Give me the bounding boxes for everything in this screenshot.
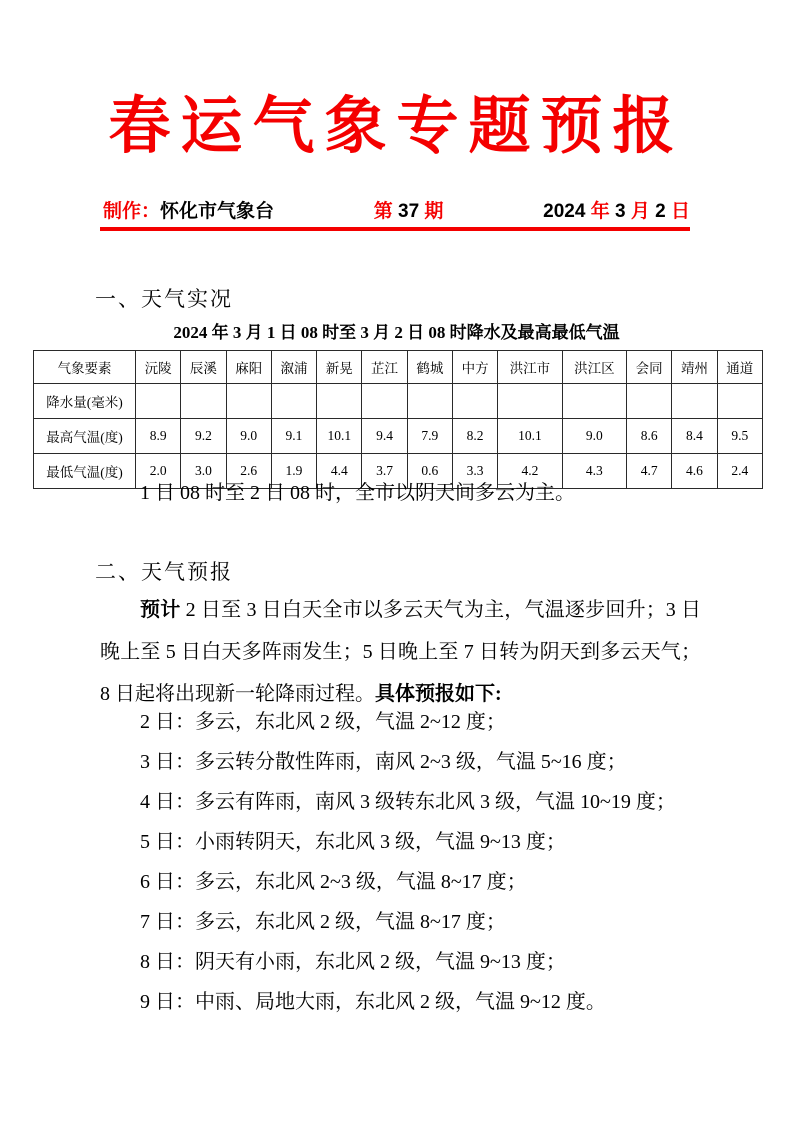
table-header-cell: 沅陵 xyxy=(136,351,181,384)
table-cell xyxy=(562,384,626,419)
table-cell: 4.6 xyxy=(672,454,717,489)
table-row-label: 降水量(毫米) xyxy=(34,384,136,419)
text-segment: 2 xyxy=(649,201,671,222)
text-segment: 预计 xyxy=(140,599,181,621)
header-divider-rule xyxy=(100,227,690,231)
text-segment: 制作： xyxy=(103,201,161,222)
table-cell xyxy=(627,384,672,419)
table-cell: 9.2 xyxy=(181,419,226,454)
table-cell xyxy=(498,384,562,419)
daily-forecast-line: 9 日：中雨、局地大雨，东北风 2 级，气温 9~12 度。 xyxy=(140,991,606,1013)
table-cell: 9.1 xyxy=(271,419,316,454)
weather-table-caption: 2024 年 3 月 1 日 08 时至 3 月 2 日 08 时降水及最高最低气温 xyxy=(173,323,620,342)
table-header-cell: 新晃 xyxy=(317,351,362,384)
text-segment: 月 xyxy=(630,201,650,222)
producer-field xyxy=(103,196,274,223)
text-segment: 37 xyxy=(398,201,420,222)
table-cell: 3.3 xyxy=(452,454,497,489)
text-segment: 3 xyxy=(609,201,631,222)
document-title: 春运气象专题预报 xyxy=(108,93,685,161)
table-row-label: 最高气温(度) xyxy=(34,419,136,454)
table-cell: 9.4 xyxy=(362,419,407,454)
table-cell xyxy=(136,384,181,419)
weather-table xyxy=(33,350,763,489)
table-row-label: 最低气温(度) xyxy=(34,454,136,489)
table-cell: 2.0 xyxy=(136,454,181,489)
table-cell xyxy=(271,384,316,419)
text-segment: 怀化市气象台 xyxy=(160,201,275,222)
text-segment: 日 xyxy=(670,201,690,222)
daily-forecast-line: 5 日：小雨转阴天，东北风 3 级，气温 9~13 度； xyxy=(140,831,566,853)
table-cell xyxy=(181,384,226,419)
table-cell: 7.9 xyxy=(407,419,452,454)
table-cell: 1.9 xyxy=(271,454,316,489)
weather-table-header-row xyxy=(34,351,763,384)
text-segment: 第 xyxy=(373,201,399,222)
table-cell: 9.0 xyxy=(562,419,626,454)
table-cell: 4.2 xyxy=(498,454,562,489)
table-cell: 4.3 xyxy=(562,454,626,489)
text-segment: 具体预报如下: xyxy=(375,683,502,705)
table-header-cell: 洪江市 xyxy=(498,351,562,384)
text-segment: 年 xyxy=(590,201,610,222)
observation-summary: 1 日 08 时至 2 日 08 时，全市以阴天间多云为主。 xyxy=(140,482,575,504)
issue-date-field xyxy=(543,196,690,223)
table-header-cell: 气象要素 xyxy=(34,351,136,384)
daily-forecast-line: 7 日：多云，东北风 2 级，气温 8~17 度； xyxy=(140,911,506,933)
table-cell xyxy=(717,384,762,419)
table-cell: 8.2 xyxy=(452,419,497,454)
table-cell xyxy=(226,384,271,419)
table-header-cell: 靖州 xyxy=(672,351,717,384)
table-cell: 4.7 xyxy=(627,454,672,489)
weather-table-head xyxy=(34,351,763,384)
table-row xyxy=(34,419,763,454)
table-cell: 3.7 xyxy=(362,454,407,489)
text-segment: 2024 xyxy=(543,201,591,222)
table-header-cell: 鹤城 xyxy=(407,351,452,384)
daily-forecast-line: 3 日：多云转分散性阵雨，南风 2~3 级，气温 5~16 度； xyxy=(140,751,627,773)
table-header-cell: 麻阳 xyxy=(226,351,271,384)
table-cell xyxy=(452,384,497,419)
text-segment: 2 日至 3 日白天全市以多云天气为主，气温逐步回升；3 日晚上至 5 日白天多阵雨发生；5 日晚上至 7 日转为阴天到多云天气；8 日起将出现新一轮降雨过程。 xyxy=(100,599,702,705)
table-header-cell: 中方 xyxy=(452,351,497,384)
table-header-cell: 辰溪 xyxy=(181,351,226,384)
table-cell xyxy=(672,384,717,419)
daily-forecast-list xyxy=(100,702,740,1022)
table-cell: 9.0 xyxy=(226,419,271,454)
table-cell: 4.4 xyxy=(317,454,362,489)
table-cell xyxy=(407,384,452,419)
table-header-cell: 会同 xyxy=(627,351,672,384)
table-cell: 0.6 xyxy=(407,454,452,489)
daily-forecast-line: 2 日：多云，东北风 2 级，气温 2~12 度； xyxy=(140,711,506,733)
table-cell: 3.0 xyxy=(181,454,226,489)
daily-forecast-line: 8 日：阴天有小雨，东北风 2 级，气温 9~13 度； xyxy=(140,951,566,973)
table-cell: 8.4 xyxy=(672,419,717,454)
table-row xyxy=(34,384,763,419)
table-cell: 9.5 xyxy=(717,419,762,454)
table-cell: 8.6 xyxy=(627,419,672,454)
table-header-cell: 通道 xyxy=(717,351,762,384)
table-cell: 8.9 xyxy=(136,419,181,454)
section2-heading: 二、天气预报 xyxy=(95,561,233,584)
table-cell: 2.4 xyxy=(717,454,762,489)
table-header-cell: 洪江区 xyxy=(562,351,626,384)
table-cell xyxy=(317,384,362,419)
table-cell: 2.6 xyxy=(226,454,271,489)
forecast-overview-paragraph xyxy=(100,589,701,715)
section1-heading: 一、天气实况 xyxy=(95,288,233,311)
table-cell: 10.1 xyxy=(317,419,362,454)
table-cell xyxy=(362,384,407,419)
daily-forecast-line: 6 日：多云，东北风 2~3 级，气温 8~17 度； xyxy=(140,871,527,893)
text-segment: 期 xyxy=(419,201,444,222)
issue-number-field xyxy=(374,196,444,223)
table-cell: 10.1 xyxy=(498,419,562,454)
meta-row xyxy=(103,196,690,223)
table-header-cell: 溆浦 xyxy=(271,351,316,384)
weather-table-body xyxy=(34,384,763,489)
table-header-cell: 芷江 xyxy=(362,351,407,384)
daily-forecast-line: 4 日：多云有阵雨，南风 3 级转东北风 3 级，气温 10~19 度； xyxy=(140,791,676,813)
